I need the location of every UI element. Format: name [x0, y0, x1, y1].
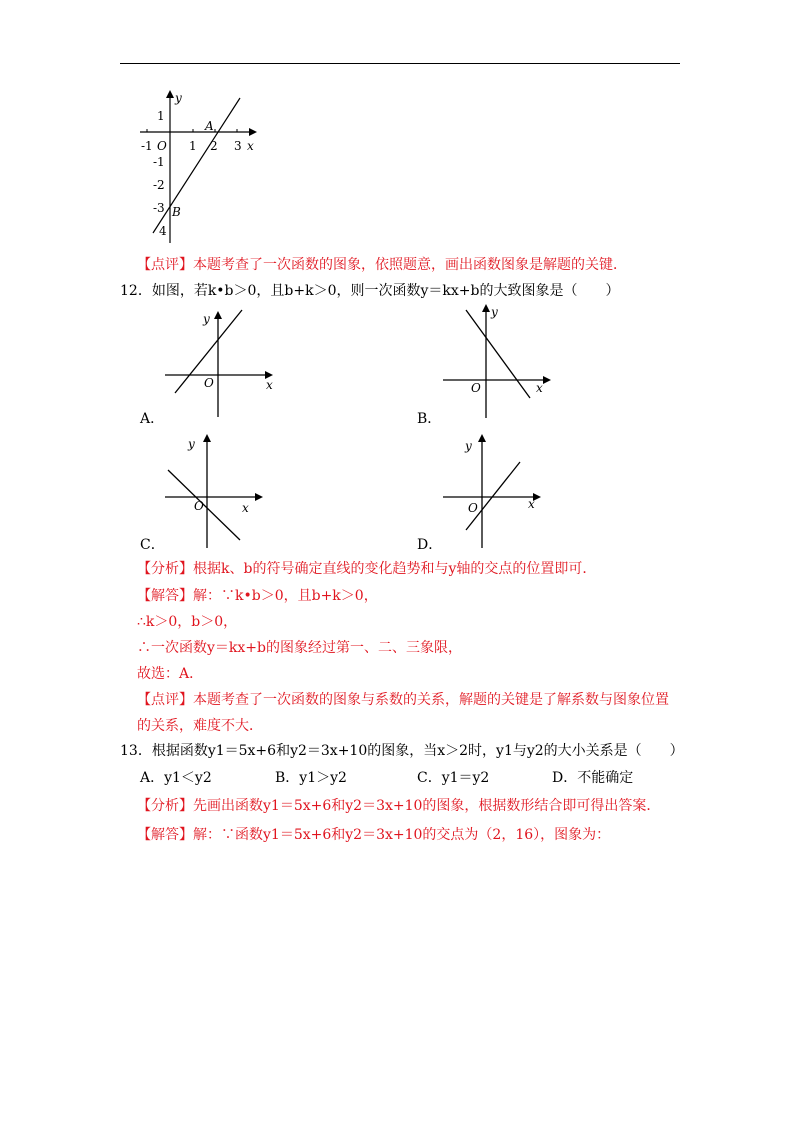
q12-answer-1: 【解答】解：∵k•b＞0，且b+k＞0， — [137, 588, 378, 604]
q12-comment-2: 的关系，难度不大． — [137, 718, 263, 734]
q13-option-d: D．不能确定 — [552, 770, 634, 786]
tick-x-1: 1 — [189, 139, 197, 153]
option-a-graph — [160, 305, 280, 420]
origin-label: O — [157, 139, 167, 153]
q13-analysis: 【分析】先画出函数y1＝5x+6和y2＝3x+10的图象，根据数形结合即可得出答案． — [137, 798, 661, 814]
x-arrow — [249, 128, 257, 136]
q13-answer: 【解答】解：∵函数y1＝5x+6和y2＝3x+10的交点为（2，16），图象为： — [137, 827, 611, 843]
option-d-graph — [438, 430, 558, 550]
option-d-line — [466, 462, 520, 530]
svg-text:y: y — [465, 439, 472, 453]
svg-text:y: y — [491, 305, 498, 319]
y-label: y — [175, 91, 182, 105]
q12-answer-4: 故选：A． — [137, 666, 204, 682]
svg-text:x: x — [266, 378, 273, 392]
tick-y-neg1: -1 — [153, 155, 165, 169]
tick-y-neg3: -3 — [153, 201, 165, 215]
q12-stem: 12．如图，若k•b＞0，且b+k＞0，则一次函数y＝kx+b的大致图象是（ ） — [120, 283, 620, 299]
svg-text:O: O — [194, 499, 204, 513]
option-d-label: D． — [417, 537, 443, 553]
option-b-label: B． — [417, 411, 442, 427]
tick-x-3: 3 — [234, 139, 242, 153]
svg-text:O: O — [471, 381, 481, 395]
x-label: x — [247, 139, 254, 153]
svg-text:y: y — [188, 437, 195, 451]
point-b-label: B — [172, 205, 181, 219]
svg-text:x: x — [528, 497, 535, 511]
option-c-graph — [160, 430, 280, 550]
point-a-label: A — [205, 119, 214, 133]
option-c-line — [168, 470, 240, 540]
option-c-label: C． — [140, 537, 165, 553]
graph-line — [153, 98, 240, 233]
tick-x-neg1: -1 — [141, 139, 153, 153]
svg-text:O: O — [204, 376, 214, 390]
q13-option-c: C．y1＝y2 — [417, 770, 490, 786]
tick-y-neg2: -2 — [153, 178, 165, 192]
svg-text:y: y — [203, 312, 210, 326]
q13-option-a: A．y1＜y2 — [140, 770, 212, 786]
q12-comment-1: 【点评】本题考查了一次函数的图象与系数的关系，解题的关键是了解系数与图象位置 — [137, 692, 669, 708]
option-b-graph — [438, 300, 558, 420]
fig11-graph — [135, 88, 265, 248]
svg-text:O: O — [468, 501, 478, 515]
y-arrow — [166, 90, 174, 98]
option-a-label: A． — [140, 411, 165, 427]
tick-x-2: 2 — [210, 139, 218, 153]
tick-y-4: 4 — [159, 224, 167, 238]
q13-option-b: B．y1＞y2 — [275, 770, 347, 786]
q13-stem: 13．根据函数y1＝5x+6和y2＝3x+10的图象，当x＞2时，y1与y2的大小关系是（ ） — [120, 743, 684, 759]
q12-answer-2: ∴k＞0，b＞0， — [137, 614, 238, 630]
svg-text:x: x — [536, 381, 543, 395]
tick-y-1: 1 — [157, 109, 165, 123]
svg-text:x: x — [242, 501, 249, 515]
comment-11: 【点评】本题考查了一次函数的图象，依照题意，画出函数图象是解题的关键． — [137, 257, 627, 273]
header-rule — [120, 63, 680, 64]
q12-analysis: 【分析】根据k、b的符号确定直线的变化趋势和与y轴的交点的位置即可． — [137, 561, 597, 577]
q12-answer-3: ∴一次函数y＝kx+b的图象经过第一、二、三象限， — [137, 640, 462, 656]
